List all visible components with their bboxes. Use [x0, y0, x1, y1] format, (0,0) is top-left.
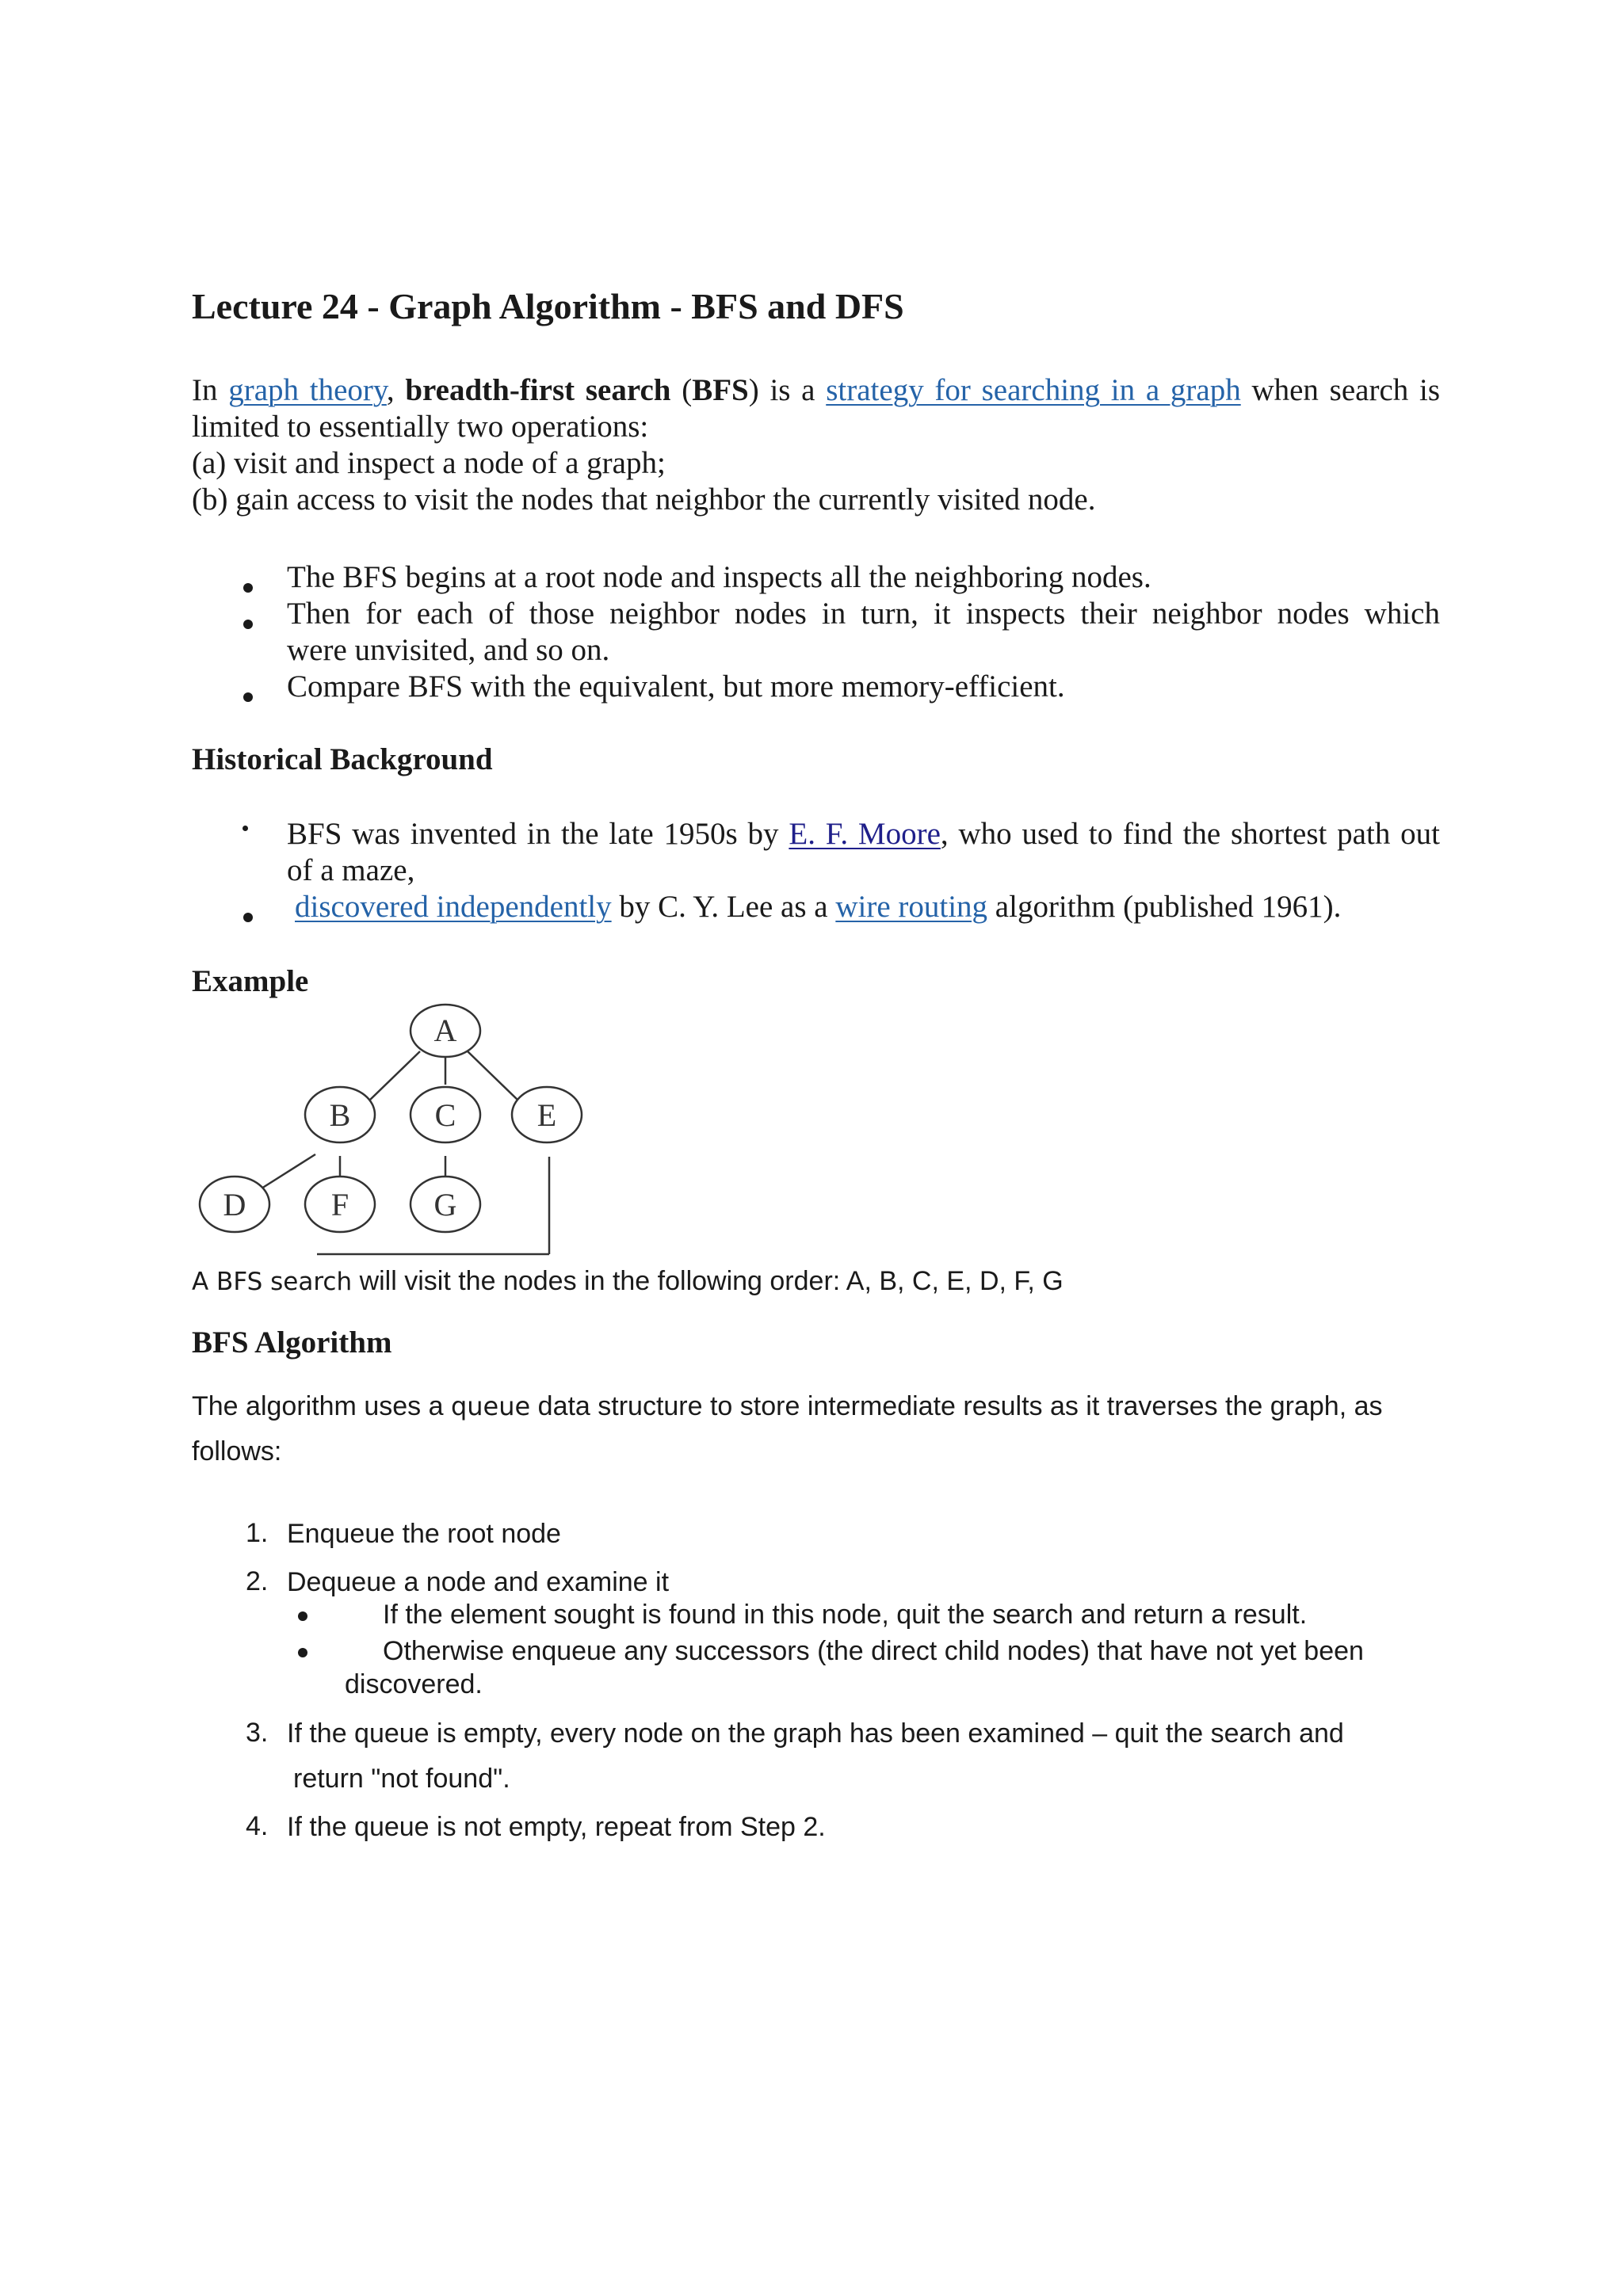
heading-historical-background: Historical Background [192, 742, 493, 776]
intro-paren: ( [682, 373, 693, 407]
page-title: Lecture 24 - Graph Algorithm - BFS and DFS [192, 286, 904, 326]
history-b1-pre: BFS was invented in the late 1950s by [287, 817, 779, 851]
step-2-sub-2-cont: discovered. [345, 1669, 483, 1699]
link-strategy-searching-graph[interactable]: strategy for searching in a graph [826, 373, 1241, 407]
history-bullet-1-cont: of a maze, [287, 853, 415, 887]
bfs-tree-diagram [190, 994, 602, 1256]
link-wire-routing[interactable]: wire routing [835, 890, 988, 924]
intro-text-in: In [192, 373, 218, 407]
edge-a-e [468, 1051, 519, 1101]
algorithm-intro-line-2: follows: [192, 1436, 282, 1466]
heading-example: Example [192, 964, 309, 998]
history-bullet-1-line [287, 816, 1440, 852]
intro-line-4: (b) gain access to visit the nodes that neighbor the currently visited node. [192, 482, 1096, 517]
algo-intro-queue: queue [450, 1391, 531, 1421]
bullet-text-1: The BFS begins at a root node and inspects all the neighboring nodes. [287, 560, 1151, 594]
intro-line-3: (a) visit and inspect a node of a graph; [192, 446, 666, 480]
intro-line-2: limited to essentially two operations: [192, 410, 649, 444]
step-3-text: If the queue is empty, every node on the graph has been examined – quit the search and [287, 1718, 1344, 1749]
node-b-label: B [329, 1097, 351, 1133]
algo-intro-post: data structure to store intermediate results as it traverses the graph, as [537, 1391, 1383, 1421]
edge-a-b [369, 1051, 420, 1101]
node-c-label: C [434, 1097, 456, 1133]
step-4-text: If the queue is not empty, repeat from Step 2. [287, 1812, 826, 1842]
history-bullet-1 [287, 816, 1440, 852]
heading-bfs-algorithm: BFS Algorithm [192, 1325, 392, 1360]
step-4-number: 4. [246, 1811, 269, 1841]
example-caption [192, 1265, 1064, 1298]
intro-when-search: when search is [1251, 373, 1441, 407]
link-discovered-independently[interactable]: discovered independently [295, 890, 612, 924]
step-2-sub-2: Otherwise enqueue any successors (the direct child nodes) that have not yet been [383, 1636, 1364, 1666]
bullet-text-2: Then for each of those neighbor nodes in turn, it inspects their neighbor nodes which [287, 597, 1440, 631]
step-3-text-cont: return "not found". [293, 1764, 510, 1794]
intro-line-1 [192, 372, 1440, 409]
bullet-text-3: Compare BFS with the equivalent, but more memory-efficient. [287, 669, 1065, 704]
bullet-text-2-cont: were unvisited, and so on. [287, 633, 610, 667]
history-bullet-2 [295, 889, 1341, 925]
step-2-text: Dequeue a node and examine it [287, 1567, 670, 1597]
term-bfs: BFS [692, 373, 749, 407]
sub-bullet-dot [298, 1611, 307, 1621]
link-graph-theory[interactable]: graph theory [228, 373, 387, 407]
example-caption-a: A BFS search [192, 1268, 353, 1296]
history-b2-mid: by C. Y. Lee as a [619, 890, 828, 924]
history-b1-post: , who used to find the shortest path out [940, 817, 1440, 851]
intro-paragraph [192, 372, 1440, 518]
step-2-sub-1: If the element sought is found in this node, quit the search and return a result. [383, 1600, 1308, 1630]
bullet-dot [243, 913, 253, 922]
sub-bullet-dot [298, 1648, 307, 1657]
history-b2-post: algorithm (published 1961). [995, 890, 1342, 924]
node-e-label: E [537, 1097, 557, 1133]
edge-b-d [262, 1154, 315, 1188]
algo-intro-pre: The algorithm uses a [192, 1391, 444, 1421]
node-d-label: D [223, 1187, 246, 1222]
node-f-label: F [330, 1187, 349, 1222]
bullet-dot [243, 692, 253, 702]
term-breadth-first-search: breadth-first search [405, 373, 671, 407]
link-ef-moore[interactable]: E. F. Moore [789, 817, 941, 851]
bullet-dot [243, 583, 253, 593]
step-1-text: Enqueue the root node [287, 1519, 561, 1549]
node-g-label: G [433, 1187, 457, 1222]
step-3-number: 3. [246, 1718, 269, 1748]
intro-is-a: ) is a [748, 373, 815, 407]
example-caption-b: will visit the nodes in the following order: A, B, C, E, D, F, G [359, 1266, 1064, 1296]
intro-comma: , [386, 373, 395, 407]
step-2-number: 2. [246, 1566, 269, 1596]
bullet-dot [243, 620, 253, 629]
node-a-label: A [433, 1013, 457, 1048]
step-1-number: 1. [246, 1518, 269, 1548]
bullet-dot [242, 826, 248, 831]
algorithm-intro-line-1 [192, 1390, 1383, 1422]
